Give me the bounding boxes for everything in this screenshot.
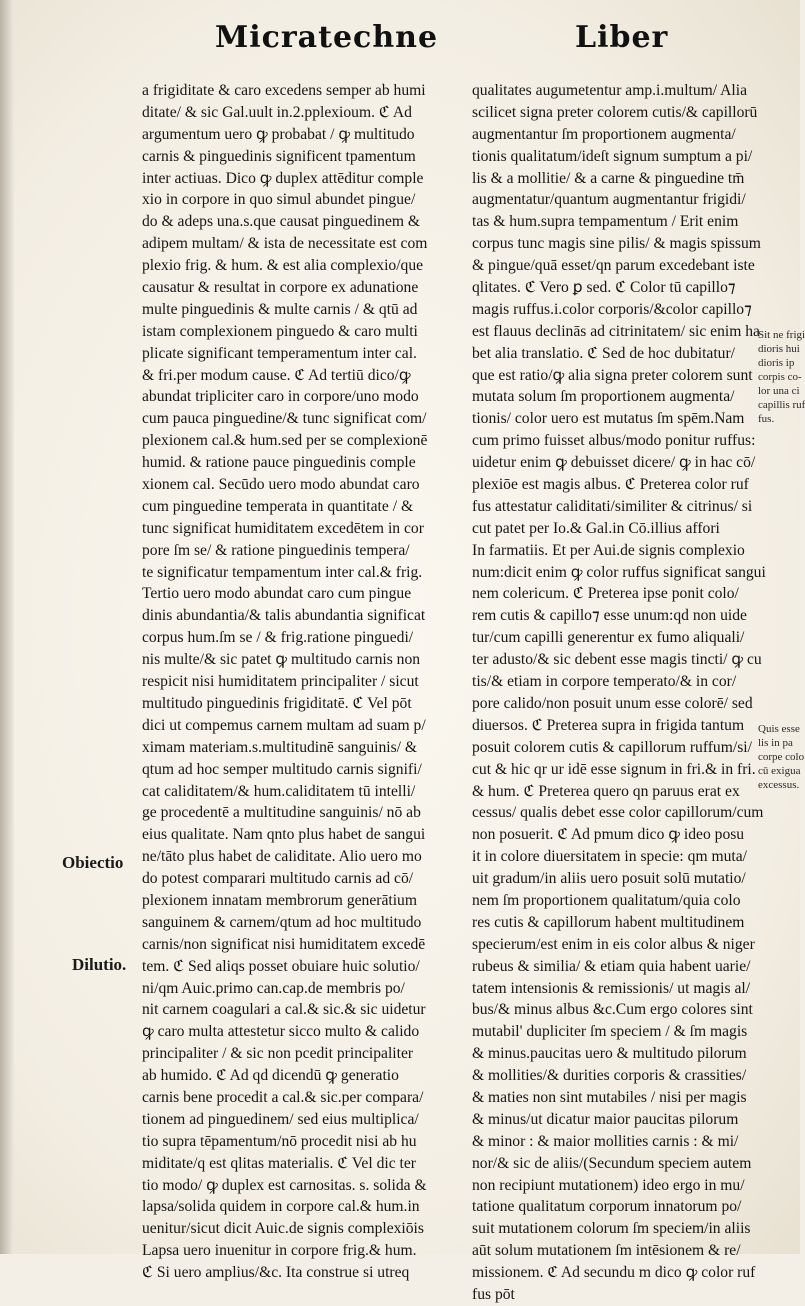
text-line: & hum. ℭ Preterea quero qn paruus erat ex: [472, 782, 740, 800]
text-line: missionem. ℭ Ad secundu m dico ꝙ color ruf: [472, 1264, 756, 1282]
margin-note-dilutio: Dilutio.: [72, 955, 127, 974]
text-line: dici ut compemus carnem multam ad suam p/: [142, 716, 426, 734]
text-line: qtum ad hoc semper multitudo carnis signifi/: [142, 760, 422, 778]
left-text-column: [142, 80, 457, 1284]
text-line: pore calido/non posuit unum esse colorē/ sed: [472, 694, 753, 712]
text-line: corpus tunc magis sine pilis/ & magis spissum: [472, 235, 761, 253]
text-line: nem ſm proportionem qualitatum/quia colo: [472, 891, 741, 909]
text-line: & minor : & maior mollities carnis : & mi/: [472, 1132, 739, 1150]
text-line: posuit colorem cutis & capillorum ruffum/si/: [472, 738, 752, 756]
text-line: ge procedentē a multitudine sanguinis/ nō ab: [142, 804, 421, 822]
text-line: xionem cal. Secūdo uero modo abundat caro: [142, 476, 420, 494]
text-line: uenitur/sicut dicit Auic.de signis complexiōis: [142, 1220, 424, 1238]
text-line: & minus.paucitas uero & multitudo pilorum: [472, 1045, 747, 1063]
text-line: fus attestatur caliditati/similiter & citrinus/ si: [472, 497, 753, 515]
margin-note-objectio: Obiectio: [62, 853, 124, 872]
text-line: non recipiunt mutationem) ideo ergo in mu/: [472, 1176, 745, 1194]
gloss-line: fus.: [758, 413, 775, 425]
text-line: tio modo/ ꝙ duplex est carnositas. s. solida &: [142, 1176, 427, 1194]
text-line: ab humido. ℭ Ad qd dicendū ꝙ generatio: [142, 1067, 399, 1085]
gloss-line: dioris hui: [758, 343, 800, 355]
text-line: multitudo pinguedinis frigiditatē. ℭ Vel pōt: [142, 694, 412, 712]
text-line: qlitates. ℭ Vero ꝑ sed. ℭ Color tū capillo⁊: [472, 279, 736, 297]
text-line: it in colore diuersitatem in specie: qm muta/: [472, 848, 747, 866]
text-line: adipem multam/ & ista de necessitate est com: [142, 235, 428, 253]
text-line: inter actiuas. Dico ꝙ duplex attēditur comple: [142, 169, 424, 187]
text-line: tur/cum capilli generentur ex fumo aliquali/: [472, 629, 745, 647]
text-line: ximam materiam.s.multitudinē sanguinis/ &: [142, 738, 418, 756]
text-line: multe pinguedinis & multe carnis / & qtū ad: [142, 300, 418, 318]
text-line: augmentantur ſm proportionem augmenta/: [472, 125, 736, 143]
text-line: xio in corpore in quo simul abundet pingue/: [142, 191, 416, 209]
text-line: cum primo fuisset albus/modo ponitur ruffus:: [472, 432, 756, 450]
text-line: mutata solum ſm proportionem augmenta/: [472, 388, 735, 406]
text-line: cut & hic qr ur idē esse signum in fri.& in fri.: [472, 760, 756, 778]
running-head-left: Micratechne: [215, 20, 439, 55]
text-line: magis ruffus.i.color corporis/&color capillo⁊: [472, 300, 752, 318]
text-line: miditate/q est qlitas materialis. ℭ Vel dic ter: [142, 1154, 416, 1172]
text-line: qualitates augumetentur amp.i.multum/ Alia: [472, 82, 747, 99]
text-line: ne/tāto plus habet de caliditate. Alio uero mo: [142, 848, 422, 866]
text-line: diuersos. ℭ Preterea supra in frigida tantum: [472, 716, 745, 734]
gloss-line: lis in pa: [758, 737, 793, 749]
text-line: cessus/ qualis debet esse color capillorum/cum: [472, 804, 764, 822]
text-line: fus pōt: [472, 1285, 515, 1303]
text-line: nem colericum. ℭ Preterea ipse ponit colo/: [472, 585, 739, 603]
text-line: causatur & resultat in corpore ex adunatione: [142, 279, 419, 297]
text-line: & pingue/quā esset/qn parum excedebant iste: [472, 257, 755, 275]
text-line: que est ratio/ꝙ alia signa preter colorem sunt: [472, 366, 753, 384]
side-gloss-excess: [758, 722, 805, 792]
gloss-line: Quis esse: [758, 723, 800, 735]
text-line: ni/qm Auic.primo can.cap.de membris po/: [142, 979, 405, 997]
text-line: carnis bene procedit a cal.& sic.per compara/: [142, 1088, 424, 1106]
text-line: sanguinem & carnem/qtum ad hoc multitudo: [142, 913, 422, 931]
page-gutter-shadow: [0, 0, 14, 1254]
text-line: Tertio uero modo abundat caro cum pingue: [142, 585, 412, 603]
text-line: augmentatur/quantum augmentantur frigidi/: [472, 191, 746, 209]
text-line: ꝙ caro multa attestetur sicco multo & calido: [142, 1023, 420, 1041]
text-line: uidetur enim ꝙ debuisset dicere/ ꝙ in hac cō/: [472, 454, 756, 472]
text-line: tis/& etiam in corpore temperato/& in cor/: [472, 673, 737, 691]
text-line: lapsa/solida quidem in corpore cal.& hum.in: [142, 1198, 420, 1216]
text-line: cut patet per Io.& Gal.in Cō.illius affori: [472, 519, 720, 537]
gloss-line: cū exigua: [758, 765, 801, 777]
text-line: suit mutationem colorum ſm speciem/in aliis: [472, 1220, 751, 1238]
text-line: pore ſm se/ & ratione pinguedinis tempera/: [142, 541, 410, 559]
text-line: res cutis & capillorum habent multitudinem: [472, 913, 745, 931]
text-line: dinis abundantia/& talis abundantia significat: [142, 607, 426, 625]
text-line: carnis & pinguedinis significent tpamentum: [142, 147, 416, 165]
text-line: & minus/ut dicatur maior paucitas pilorum: [472, 1110, 739, 1128]
text-line: tatem intensionis & remissionis/ ut magis al/: [472, 979, 751, 997]
gloss-line: lor una ci: [758, 385, 800, 397]
text-line: nis multe/& sic patet ꝙ multitudo carnis non: [142, 651, 421, 669]
text-line: istam complexionem pinguedo & caro multi: [142, 322, 418, 340]
text-line: tio supra tēpamentum/nō procedit nisi ab hu: [142, 1132, 417, 1150]
text-line: eius qualitate. Nam qnto plus habet de sangui: [142, 826, 426, 844]
text-line: argumentum uero ꝙ probabat / ꝙ multitudo: [142, 125, 415, 143]
text-line: & fri.per modum cause. ℭ Ad tertiū dico/ꝙ: [142, 366, 411, 384]
text-line: carnis/non significat nisi humiditatem excedē: [142, 935, 426, 953]
text-line: uit gradum/in aliis uero posuit solū mutatio/: [472, 870, 746, 888]
text-line: cat caliditatem/& hum.caliditatem tū intelli/: [142, 782, 416, 800]
gloss-line: dioris ip: [758, 357, 795, 369]
text-line: plexionem innatam membrorum generātium: [142, 891, 417, 909]
text-line: corpus hum.ſm se / & frig.ratione pinguedi/: [142, 629, 414, 647]
text-line: & maties non sint mutabiles / nisi per magis: [472, 1088, 747, 1106]
text-line: do potest comparari multitudo carnis ad cō/: [142, 870, 414, 888]
text-line: respicit nisi humiditatem principaliter / sicut: [142, 673, 419, 691]
text-line: bus/& minus albus &c.Cum ergo colores sint: [472, 1001, 753, 1019]
text-line: bet alia translatio. ℭ Sed de hoc dubitatur/: [472, 344, 735, 362]
text-line: tunc significat humiditatem excedētem in cor: [142, 519, 424, 537]
text-line: nit carnem coagulari a cal.& sic.& sic uidetur: [142, 1001, 426, 1019]
text-line: a frigiditate & caro excedens semper ab humi: [142, 82, 426, 99]
text-line: cum pauca pinguedine/& tunc significat com/: [142, 410, 427, 428]
text-line: & mollities/& durities corporis & crassities/: [472, 1067, 747, 1085]
text-line: In farmatiis. Et per Aui.de signis complexio: [472, 541, 745, 559]
text-line: principaliter / & sic non pcedit principaliter: [142, 1045, 414, 1063]
text-line: humid. & ratione pauce pinguedinis comple: [142, 454, 416, 472]
text-line: ℭ Si uero amplius/&c. Ita construe si utreq: [142, 1264, 410, 1282]
text-line: tionem ad pinguedinem/ sed eius multiplica/: [142, 1110, 419, 1128]
gloss-line: corpis co-: [758, 371, 802, 383]
gloss-line: capillis ruf: [758, 399, 805, 411]
text-line: nor/& sic de aliis/(Secundum speciem autem: [472, 1154, 752, 1172]
text-line: rem cutis & capillo⁊ esse unum:qd non uide: [472, 607, 747, 625]
text-line: cum pinguedine temperata in quantitate / &: [142, 497, 414, 515]
text-line: tas & hum.supra tempamentum / Erit enim: [472, 213, 739, 231]
text-line: scilicet signa preter colorem cutis/& capillorū: [472, 103, 758, 121]
text-line: ditate/ & sic Gal.uult in.2.pplexioum. ℭ Ad: [142, 103, 412, 121]
text-line: mutabil' dupliciter ſm speciem / & ſm magis: [472, 1023, 748, 1041]
text-line: num:dicit enim ꝙ color ruffus significat sangui: [472, 563, 766, 581]
text-line: rubeus & similia/ & etiam quia habent uarie/: [472, 957, 751, 975]
text-line: lis & a mollitie/ & a carne & pinguedine tm̄: [472, 169, 745, 187]
text-line: aūt solum mutationem ſm intēsionem & re/: [472, 1242, 741, 1260]
text-line: tatione qualitatum corporum innatorum po/: [472, 1198, 742, 1216]
text-line: do & adeps una.s.que causat pinguedinem &: [142, 213, 421, 231]
gloss-line: corpe colo: [758, 751, 805, 763]
text-line: plicate significant temperamentum inter cal.: [142, 344, 417, 362]
text-line: te significatur tempamentum inter cal.& frig.: [142, 563, 423, 581]
text-line: tionis qualitatum/ideſt signum sumptum a pi/: [472, 147, 753, 165]
text-line: ter adusto/& sic debent esse magis tincti/ ꝙ cu: [472, 651, 762, 669]
text-line: tem. ℭ Sed aliqs posset obuiare huic solutio/: [142, 957, 420, 975]
text-line: non posuerit. ℭ Ad pmum dico ꝙ ideo posu: [472, 826, 745, 844]
right-text-column: [472, 80, 772, 1306]
running-head-right: Liber: [575, 20, 669, 55]
text-line: tionis/ color uero est mutatus ſm spēm.Nam: [472, 410, 745, 428]
gloss-line: excessus.: [758, 779, 800, 791]
text-line: abundat tripliciter caro in corpore/uno modo: [142, 388, 419, 406]
text-line: plexiōe est magis albus. ℭ Preterea color ruf: [472, 476, 749, 494]
text-line: Lapsa uero inuenitur in corpore frig.& hum.: [142, 1242, 417, 1260]
text-line: plexionem cal.& hum.sed per se complexionē: [142, 432, 428, 450]
side-gloss-color: [758, 328, 805, 426]
text-line: specierum/est enim in eis color albus & niger: [472, 935, 755, 953]
gloss-line: Sit ne frigi: [758, 329, 805, 341]
text-line: plexio frig. & hum. & est alia complexio/que: [142, 257, 424, 275]
text-line: est flauus declinās ad citrinitatem/ sic enim ha: [472, 322, 760, 340]
